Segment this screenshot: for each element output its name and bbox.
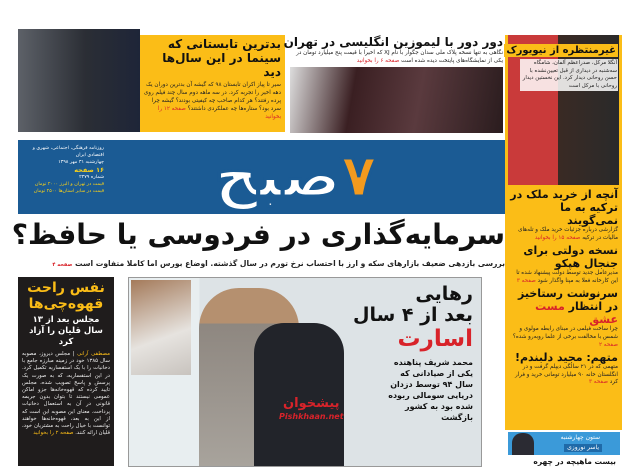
- side-body-2: مدیرعامل جدید توسط دولت پیشنهاد شده تا این کارخانه فعلا به مپنا واگذار شود صفحه ۳: [516, 270, 618, 284]
- side-title-1[interactable]: آنچه از خرید ملک در ترکیه به ما نمی‌گویند: [510, 188, 618, 227]
- watermark: [279, 396, 344, 422]
- release-title-2: بعد از ۴ سال: [352, 304, 473, 326]
- main-headline[interactable]: سرمایه‌گذاری در فردوسی یا حافظ؟: [11, 218, 505, 251]
- price-other: قیمت در سایر استان‌ها ۲۵۰۰ تومان: [33, 188, 104, 194]
- release-text: [352, 283, 473, 423]
- release-title: [352, 283, 473, 353]
- price-tehran: قیمت در تهران و البرز ۲۰۰۰ تومان: [34, 182, 104, 188]
- limo-title: دور دور با لیموزین انگلیسی در تهران: [283, 35, 503, 49]
- side-title-3[interactable]: سرنوشت رستاخیز در انتظار مست عشق: [517, 287, 618, 327]
- side-body-4: متهمی که در ۲۱ سالگی دیپلم گرفت و در انگلستان خانه ۹۰ میلیارد تومانی خرید و فرار کرد صفحه ۳: [515, 364, 618, 386]
- column-title[interactable]: بیست ماهیچه در چهره: [533, 457, 616, 466]
- side-body-1: گزارشی درباره جزئیات خرید ملک و تله‌های مالیات در ترکیه صفحه ۱۵ را بخوانید: [518, 227, 618, 241]
- hookah-title: نفس راحت قهوه‌چی‌ها: [27, 280, 105, 312]
- fisherman-inset-photo: [131, 280, 191, 375]
- newyork-body: آنگلا مرکل، صدراعظم آلمان، شامگاه سه‌شنبه در دیداری از قبل تعیین‌نشده با حسن روحانی دیدار کرد. این نخستین دیدار روحانی با مرکل است: [520, 59, 618, 91]
- main-subheadline: بررسی بازدهی ضعیف بازارهای سکه و ارز با احتساب نرخ تورم در سال گذشته. اوضاع بورس اما کاملا متفاوت است صفحه ۴: [52, 259, 505, 268]
- release-title-1: رهایی: [415, 283, 473, 305]
- cinema-text: [143, 37, 281, 121]
- newyork-text: [506, 38, 618, 91]
- side-title-2[interactable]: نسخه دولتی برای جنجال هپکو: [523, 244, 618, 271]
- release-story[interactable]: [128, 277, 482, 467]
- paper-type: روزنامه فرهنگی، اجتماعی، شهری و اقتصادی ایران: [32, 146, 104, 158]
- side-title-4[interactable]: متهم: مجید دلبندم!: [514, 351, 618, 365]
- cinema-title: بدترین تابستانی که سینما در این سال‌ها دید: [162, 37, 281, 79]
- release-title-3: اسارت: [397, 326, 473, 352]
- hookah-body: مصطفی آرانی | مجلس دیروز، مصوبه سال ۱۳۸۵ خود در زمینه مبارزه جامع با دخانیات را با یک استفساریه تکمیل کرد. در این استفساریه، که به صورت یک پرسش و پاسخ تصویب شده، مجلس تایید کرده که قهوه‌خانه‌ها جزو اماکن عمومی نیستند تا بتوان بدون جریمه قانونی در آن به استعمال دخانیات پرداخت. معنای این مصوبه این است که از این به بعد، قهوه‌خانه‌ها خواهند توانست با خیال راحت به مشتریان خود، قلیان ارائه کنند. صفحه ۲ را بخوانید: [22, 351, 110, 437]
- columnist-box[interactable]: [508, 432, 620, 455]
- limo-story[interactable]: [283, 35, 503, 133]
- columnist-photo: [512, 433, 534, 455]
- hookah-story[interactable]: [18, 277, 114, 466]
- cinema-body: سیر تا پیاز اکران تابستان ۹۸ که گیشه آن بدترین دوران یک دهه اخیر را تجربه کرد. در سه ماهه دوم سال چند فیلم روی پرده رفتند؟ هر کدام صاحب چه کیفیتی بودند؟ گیشه چرا سرد بود؟ ستاره‌ها چه عملکردی داشتند؟ صفحه ۱۲ را بخوانید: [143, 82, 281, 120]
- hookah-sub: مجلس بعد از ۱۳ سال قلیان را آزاد کرد: [29, 315, 103, 347]
- paper-date: چهارشنبه ۳۱ مهر ۱۳۹۸: [58, 159, 104, 165]
- limo-body: نگاهی به تنها نسخه پلاک ملی سدان جگوار با نام XJ که اخیرا با قیمت پنج میلیارد تومان در یکی از نمایشگاه‌های پایتخت دیده شده است صفحه ۶ را بخوانید: [296, 50, 503, 64]
- watermark-text: پیشخوان: [283, 396, 340, 411]
- column-label: ستون چهارشنبه: [560, 434, 600, 441]
- newyork-title: غیرمنتظره از نیویورک: [506, 45, 616, 56]
- right-column: [505, 35, 622, 430]
- side-stories: [508, 188, 618, 387]
- limo-photo: [290, 67, 503, 133]
- logo: ۷صبح: [214, 141, 378, 211]
- masthead: [18, 140, 505, 214]
- cinema-story[interactable]: [18, 35, 285, 132]
- masthead-info: [24, 146, 104, 196]
- side-body-3: چرا ساخت فیلمی در مبنای رابطه مولوی و شمس با مخالفت برخی از علما روبه‌رو شده؟ صفحه ۲: [512, 326, 618, 348]
- column-author: یاسر نوروزی: [564, 444, 602, 452]
- woman-photo: [254, 323, 344, 466]
- page-count: ۱۶ صفحه: [74, 166, 104, 175]
- release-body: محمد شریف پناهنده یکی از صیادانی که سال ۹۴ توسط دزدان دریایی سومالی ربوده شده بود به کشور بازگشت: [388, 358, 473, 422]
- logo-seven: ۷: [340, 141, 378, 211]
- actors-photo: [18, 29, 140, 132]
- watermark-url: Pishkhaan.net: [279, 412, 344, 421]
- issue-number: شماره ۲۴۷۹: [79, 175, 104, 181]
